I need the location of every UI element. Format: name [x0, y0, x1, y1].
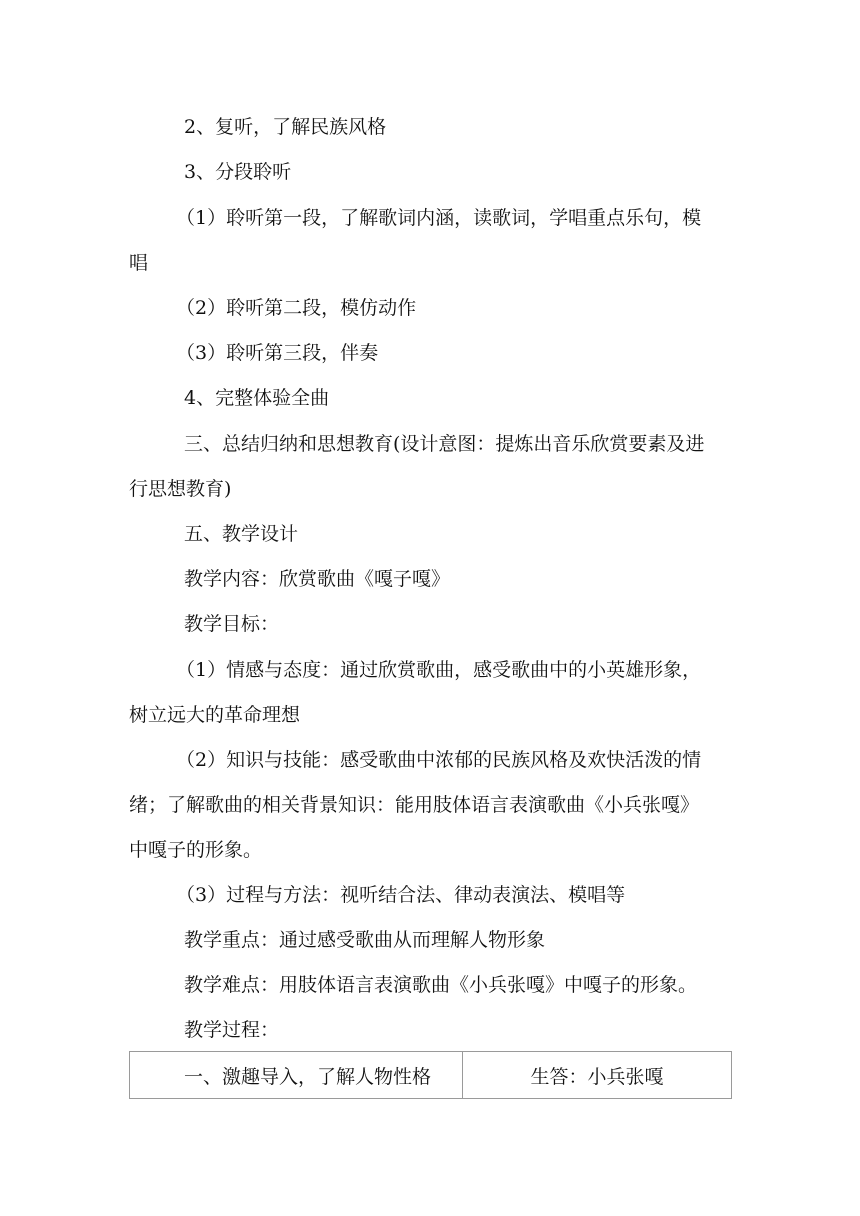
- teaching-design-heading: 五、教学设计: [184, 523, 299, 545]
- step-section-listen: 3、分段聆听: [184, 161, 292, 183]
- teaching-difficulty: 教学难点：用肢体语言表演歌曲《小兵张嘎》中嘎子的形象。: [184, 974, 698, 996]
- summary-heading-line-1: 三、总结归纳和思想教育(设计意图：提炼出音乐欣赏要素及进: [184, 433, 705, 455]
- teaching-content: 教学内容：欣赏歌曲《嘎子嘎》: [184, 568, 451, 590]
- step-relisten: 2、复听，了解民族风格: [184, 116, 387, 138]
- teaching-goals-label: 教学目标：: [184, 613, 280, 635]
- table-cell-left: 一、激趣导入，了解人物性格: [130, 1052, 463, 1098]
- goal-process: （3）过程与方法：视听结合法、律动表演法、模唱等: [176, 884, 626, 906]
- section-one-line-1: （1）聆听第一段，了解歌词内涵，读歌词，学唱重点乐句，模: [176, 207, 702, 229]
- section-two: （2）聆听第二段，模仿动作: [176, 297, 417, 319]
- section-three: （3）聆听第三段，伴奏: [176, 342, 379, 364]
- summary-heading-line-2: 行思想教育): [129, 478, 232, 500]
- goal-knowledge-line-2: 绪；了解歌曲的相关背景知识：能用肢体语言表演歌曲《小兵张嘎》: [129, 794, 700, 816]
- goal-knowledge-line-3: 中嘎子的形象。: [129, 839, 263, 861]
- process-table: [129, 1051, 732, 1099]
- table-cell-right: 生答：小兵张嘎: [530, 1065, 664, 1088]
- step-full-experience: 4、完整体验全曲: [184, 387, 330, 409]
- teaching-process-label: 教学过程：: [184, 1019, 280, 1041]
- goal-emotion-line-2: 树立远大的革命理想: [129, 704, 301, 726]
- goal-emotion-line-1: （1）情感与态度：通过欣赏歌曲，感受歌曲中的小英雄形象，: [176, 659, 702, 681]
- goal-knowledge-line-1: （2）知识与技能：感受歌曲中浓郁的民族风格及欢快活泼的情: [176, 749, 702, 771]
- teaching-focus: 教学重点：通过感受歌曲从而理解人物形象: [184, 929, 546, 951]
- section-one-line-2: 唱: [129, 252, 149, 274]
